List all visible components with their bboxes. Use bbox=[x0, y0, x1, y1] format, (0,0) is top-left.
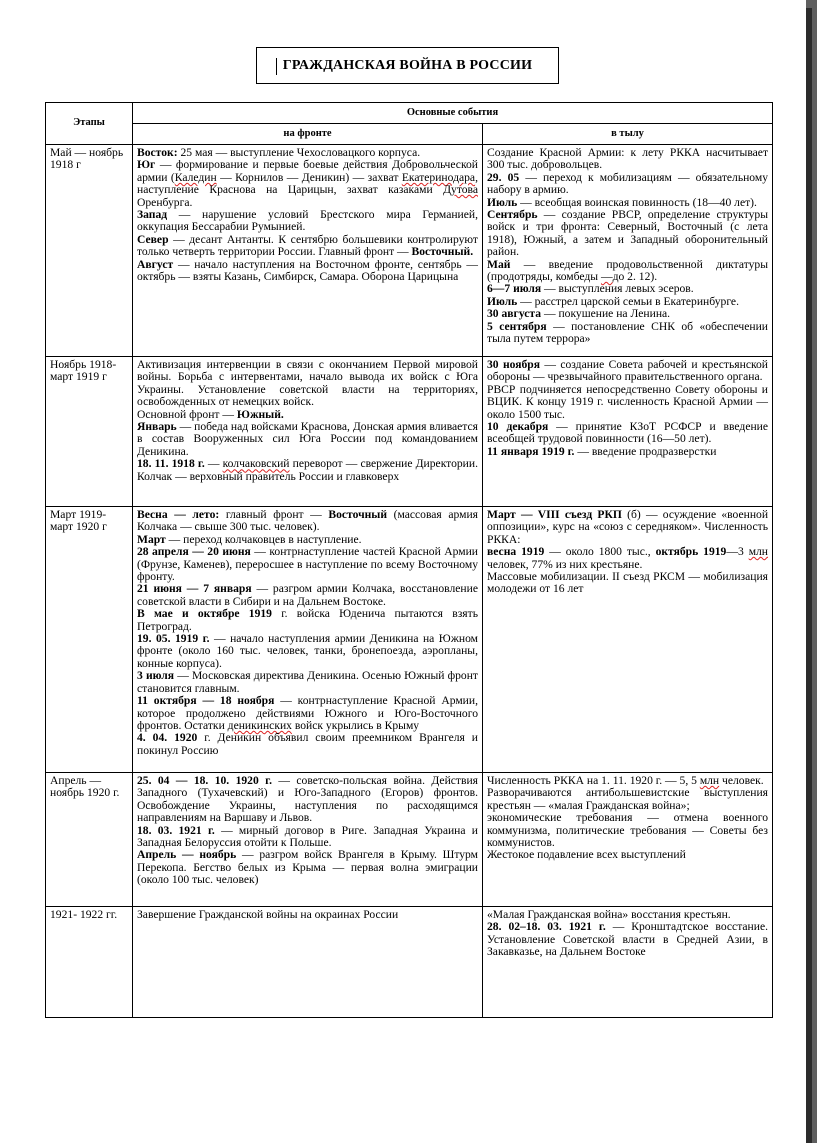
page-shadow bbox=[806, 8, 812, 1143]
front-event: Север — десант Антанты. К сентябрю большевики контролируют только четверть территории России. Главный фронт — Восточный. bbox=[137, 232, 478, 259]
table-row bbox=[46, 507, 773, 773]
period-label: Ноябрь 1918-март 1919 г bbox=[50, 358, 117, 384]
header-row-2 bbox=[46, 124, 773, 145]
rear-event: экономические требования — отмена военного коммунизма, политические требования — Советы без коммунистов. bbox=[487, 811, 769, 850]
rear-event: 30 ноября — создание Совета рабочей и крестьянской обороны — чрезвычайного правительственного органа. bbox=[487, 358, 769, 384]
front-event: 28 апреля — 20 июня — контрнаступление частей Красной Армии (Фрунзе, Каменев), переросшее в наступление по всему Восточному фронту. bbox=[137, 545, 478, 584]
rear-cell bbox=[483, 357, 773, 507]
title-box bbox=[256, 47, 559, 84]
period-cell bbox=[46, 145, 133, 357]
front-event: 19. 05. 1919 г. — начало наступления армии Деникина на Южном фронте (около 160 тыс. человек, танки, бронепоезда, аэропланы, конные корпуса). bbox=[137, 632, 478, 670]
front-cell bbox=[133, 357, 483, 507]
header-row-1 bbox=[46, 103, 773, 124]
front-event: 18. 11. 1918 г. — колчаковский переворот — свержение Директории. Колчак — верховный правитель России и главковерх bbox=[137, 457, 478, 483]
civil-war-table bbox=[45, 102, 773, 1018]
header-front: на фронте bbox=[133, 124, 483, 145]
rear-event: «Малая Гражданская война» восстания крестьян. bbox=[487, 908, 731, 921]
front-event: Завершение Гражданской войны на окраинах России bbox=[137, 908, 399, 921]
front-event: Апрель — ноябрь — разгром войск Врангеля в Крыму. Штурм Перекопа. Бегство белых из Крыма — первая волна эмиграции (около 100 тыс. человек) bbox=[137, 848, 478, 887]
table-row bbox=[46, 773, 773, 907]
front-cell bbox=[133, 907, 483, 1018]
front-event: 21 июня — 7 января — разгром армии Колчака, восстановление советской власти в Сибири и на Дальнем Востоке. bbox=[137, 582, 478, 608]
table-row bbox=[46, 907, 773, 1018]
front-event: Восток: 25 мая — выступление Чехословацкого корпуса. bbox=[137, 146, 421, 159]
header-stages: Этапы bbox=[46, 103, 133, 145]
front-event: Весна — лето: главный фронт — Восточный (массовая армия Колчака — свыше 300 тыс. человек). bbox=[137, 508, 478, 534]
front-cell bbox=[133, 145, 483, 357]
rear-event: 6—7 июля — выступления левых эсеров. bbox=[487, 282, 694, 296]
period-cell bbox=[46, 773, 133, 907]
rear-event: Июль — расстрел царской семьи в Екатеринбурге. bbox=[487, 294, 739, 308]
rear-event: Май — введение продовольственной диктатуры (продотряды, комбеды —до 2. 12). bbox=[487, 257, 769, 284]
period-cell bbox=[46, 507, 133, 773]
front-event: Юг — формирование и первые боевые действия Добровольческой армии (Каледин — Корнилов — Деникин) — захват Екатеринодара, наступление Краснова на Царицын, захват казаками Дутова Оренбурга. bbox=[137, 158, 478, 209]
front-event: Активизация интервенции в связи с окончанием Первой мировой войны. Борьба с интервентами, начало вывода их войск с Юга Украины. Установление советской власти на территориях, освобожденных от немецких войск. bbox=[137, 358, 478, 409]
rear-cell bbox=[483, 145, 773, 357]
rear-event: РВСР подчиняется непосредственно Совету обороны и ВЦИК. К концу 1919 г. численность Красной Армии — около 1500 тыс. bbox=[487, 382, 769, 421]
rear-event: 29. 05 — переход к мобилизациям — обязательному набору в армию. bbox=[487, 170, 769, 197]
front-event: Август — начало наступления на Восточном фронте, сентябрь — октябрь — взяты Казань, Симбирск, Самара. Оборона Царицына bbox=[137, 257, 478, 284]
period-label: 1921- 1922 гг. bbox=[50, 908, 118, 921]
page-title: ГРАЖДАНСКАЯ ВОЙНА В РОССИИ bbox=[282, 57, 533, 73]
rear-event: Создание Красной Армии: к лету РККА насчитывает 300 тыс. добровольцев. bbox=[487, 146, 769, 172]
rear-event: Март — VIII съезд РКП (б) — осуждение «военной оппозиции», курс на «союз с середняком». Численность РККА: bbox=[487, 508, 769, 546]
header-rear: в тылу bbox=[483, 124, 773, 145]
front-event: Запад — нарушение условий Брестского мира Германией, оккупация Бессарабии Румынией. bbox=[137, 208, 478, 234]
front-event: Основной фронт — Южный. bbox=[137, 407, 284, 421]
period-label: Апрель — ноябрь 1920 г. bbox=[50, 774, 120, 800]
period-cell bbox=[46, 357, 133, 507]
rear-event: 28. 02–18. 03. 1921 г. — Кронштадтское восстание. Установление Советской власти в Средней Азии, в Закавказье, на Дальнем Востоке bbox=[487, 920, 769, 959]
rear-event: Численность РККА на 1. 11. 1920 г. — 5, 5 млн человек. bbox=[487, 774, 764, 787]
front-event: Январь — победа над войсками Краснова, Донская армия вливается в состав Вооруженных сил Юга России под командованием Деникина. bbox=[137, 420, 478, 458]
period-cell bbox=[46, 907, 133, 1018]
front-cell bbox=[133, 773, 483, 907]
rear-event: 10 декабря — принятие КЗоТ РСФСР и введение всеобщей трудовой повинности (16—50 лет). bbox=[487, 420, 769, 446]
front-event: 18. 03. 1921 г. — мирный договор в Риге. Западная Украина и Западная Белоруссия отойти к Польше. bbox=[137, 823, 478, 850]
front-event: В мае и октябре 1919 г. войска Юденича пытаются взять Петроград. bbox=[137, 607, 478, 633]
rear-event: 5 сентября — постановление СНК об «обеспечении тыла путем террора» bbox=[487, 319, 769, 346]
rear-cell bbox=[483, 907, 773, 1018]
rear-event: Сентябрь — создание РВСР, определение структуры войск и три фронта: Северный, Восточный (с лета 1918), Южный, а затем и Западный оборонительный район. bbox=[487, 208, 769, 259]
front-event: 25. 04 — 18. 10. 1920 г. — советско-польская война. Действия Западного (Тухачевский) и Юго-Западного (Егоров) фронтов. Освобождение Украины, наступления по расходящимся направлениям на Варшаву и Львов. bbox=[137, 774, 478, 825]
rear-event: весна 1919 — около 1800 тыс., октябрь 1919—3 млн человек, 77% из них крестьяне. bbox=[487, 545, 769, 571]
front-cell bbox=[133, 507, 483, 773]
rear-cell bbox=[483, 507, 773, 773]
rear-event: 11 января 1919 г. — введение продразверстки bbox=[487, 444, 717, 458]
front-event: 3 июля — Московская директива Деникина. Осенью Южный фронт становится главным. bbox=[137, 669, 478, 695]
front-event: 11 октября — 18 ноября — контрнаступление Красной Армии, которое продолжено действиями Южного и Юго-Восточного фронтов. Остатки деникинских войск укрылись в Крыму bbox=[137, 694, 478, 732]
front-event: Март — переход колчаковцев в наступление. bbox=[137, 532, 362, 546]
table-row bbox=[46, 145, 773, 357]
table-row bbox=[46, 357, 773, 507]
rear-event: Массовые мобилизации. II съезд РКСМ — мобилизация молодежи от 16 лет bbox=[487, 570, 769, 596]
header-main-events: Основные события bbox=[133, 103, 773, 124]
text-cursor bbox=[276, 58, 277, 75]
period-label: Март 1919-март 1920 г bbox=[50, 508, 107, 534]
rear-event: Июль — всеобщая воинская повинность (18—40 лет). bbox=[487, 195, 757, 209]
rear-event: 30 августа — покушение на Ленина. bbox=[487, 307, 671, 321]
rear-event: Жестокое подавление всех выступлений bbox=[487, 848, 686, 862]
front-event: 4. 04. 1920 г. Деникин объявил своим преемником Врангеля и покинул Россию bbox=[137, 731, 479, 757]
rear-cell bbox=[483, 773, 773, 907]
period-label: Май — ноябрь 1918 г bbox=[50, 146, 124, 172]
rear-event: Разворачиваются антибольшевистские выступления крестьян — «малая Гражданская война»; bbox=[487, 786, 769, 812]
